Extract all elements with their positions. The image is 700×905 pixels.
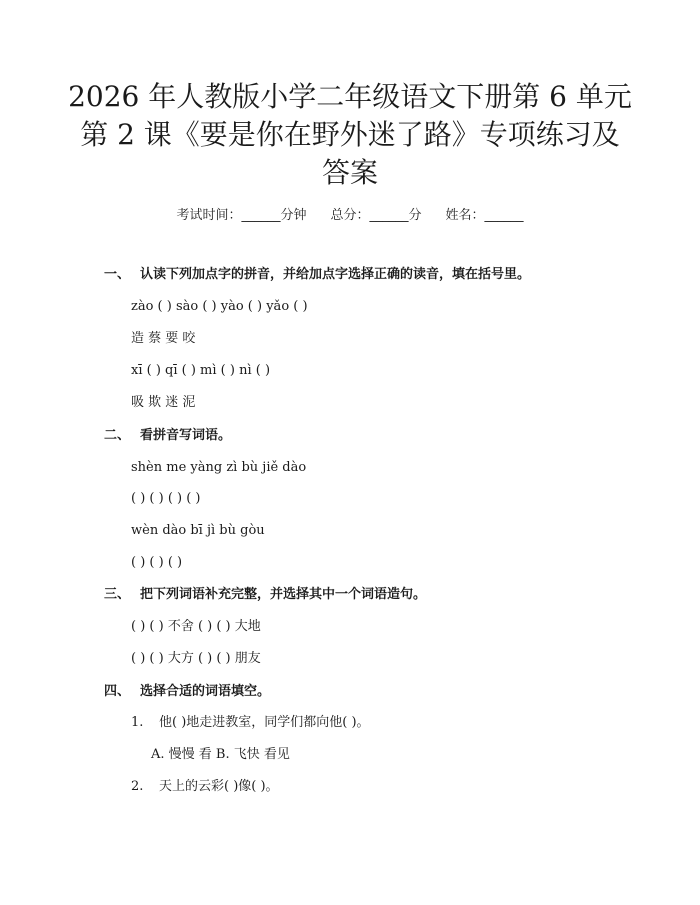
exam-meta	[0, 204, 700, 223]
section-2-line-1: shèn me yàng zì bù jiě dào	[131, 460, 307, 475]
title-line-2: 第 2 课《要是你在野外迷了路》专项练习及	[80, 118, 620, 151]
section-3-number: 三、	[104, 587, 131, 602]
section-2-line-4: ( ) ( ) ( )	[131, 555, 183, 570]
section-3-line-2: ( ) ( ) 大方 ( ) ( ) 朋友	[131, 651, 261, 666]
section-4-number: 四、	[104, 684, 131, 699]
question-1-options: A. 慢慢 看 B. 飞快 看见	[151, 747, 290, 762]
section-1-title: 认读下列加点字的拼音，并给加点字选择正确的读音，填在括号里。	[140, 267, 531, 282]
section-2-line-2: ( ) ( ) ( ) ( )	[131, 491, 201, 506]
page-title	[60, 78, 640, 192]
section-1-line-4: 吸 欺 迷 泥	[131, 395, 196, 410]
section-4-heading	[104, 683, 270, 701]
question-2	[131, 778, 279, 796]
question-2-text: 天上的云彩( )像( )。	[159, 779, 279, 794]
question-2-number: 2.	[131, 779, 144, 794]
section-2-number: 二、	[104, 428, 131, 443]
exam-time: 考试时间：______分钟	[176, 208, 307, 223]
exam-score: 总分：______分	[330, 208, 422, 223]
section-3-line-1: ( ) ( ) 不舍 ( ) ( ) 大地	[131, 619, 261, 634]
section-1-line-3: xī ( ) qī ( ) mì ( ) nì ( )	[131, 363, 271, 378]
section-1-line-1: zào ( ) sào ( ) yào ( ) yǎo ( )	[131, 299, 308, 314]
section-2-heading	[104, 427, 231, 445]
question-1-text: 他( )地走进教室，同学们都向他( )。	[159, 715, 370, 730]
section-2-title: 看拼音写词语。	[140, 428, 232, 443]
section-3-title: 把下列词语补充完整，并选择其中一个词语造句。	[140, 587, 427, 602]
section-1-number: 一、	[104, 267, 131, 282]
question-1	[131, 714, 370, 732]
title-line-1: 2026 年人教版小学二年级语文下册第 6 单元	[68, 80, 632, 113]
section-1-line-2: 造 蔡 要 咬	[131, 331, 196, 346]
section-1-heading	[104, 266, 530, 284]
section-2-line-3: wèn dào bī jì bù gòu	[131, 523, 265, 538]
question-1-number: 1.	[131, 715, 144, 730]
section-3-heading	[104, 586, 426, 604]
student-name: 姓名：______	[445, 208, 524, 223]
title-line-3: 答案	[321, 156, 378, 189]
section-4-title: 选择合适的词语填空。	[140, 684, 271, 699]
